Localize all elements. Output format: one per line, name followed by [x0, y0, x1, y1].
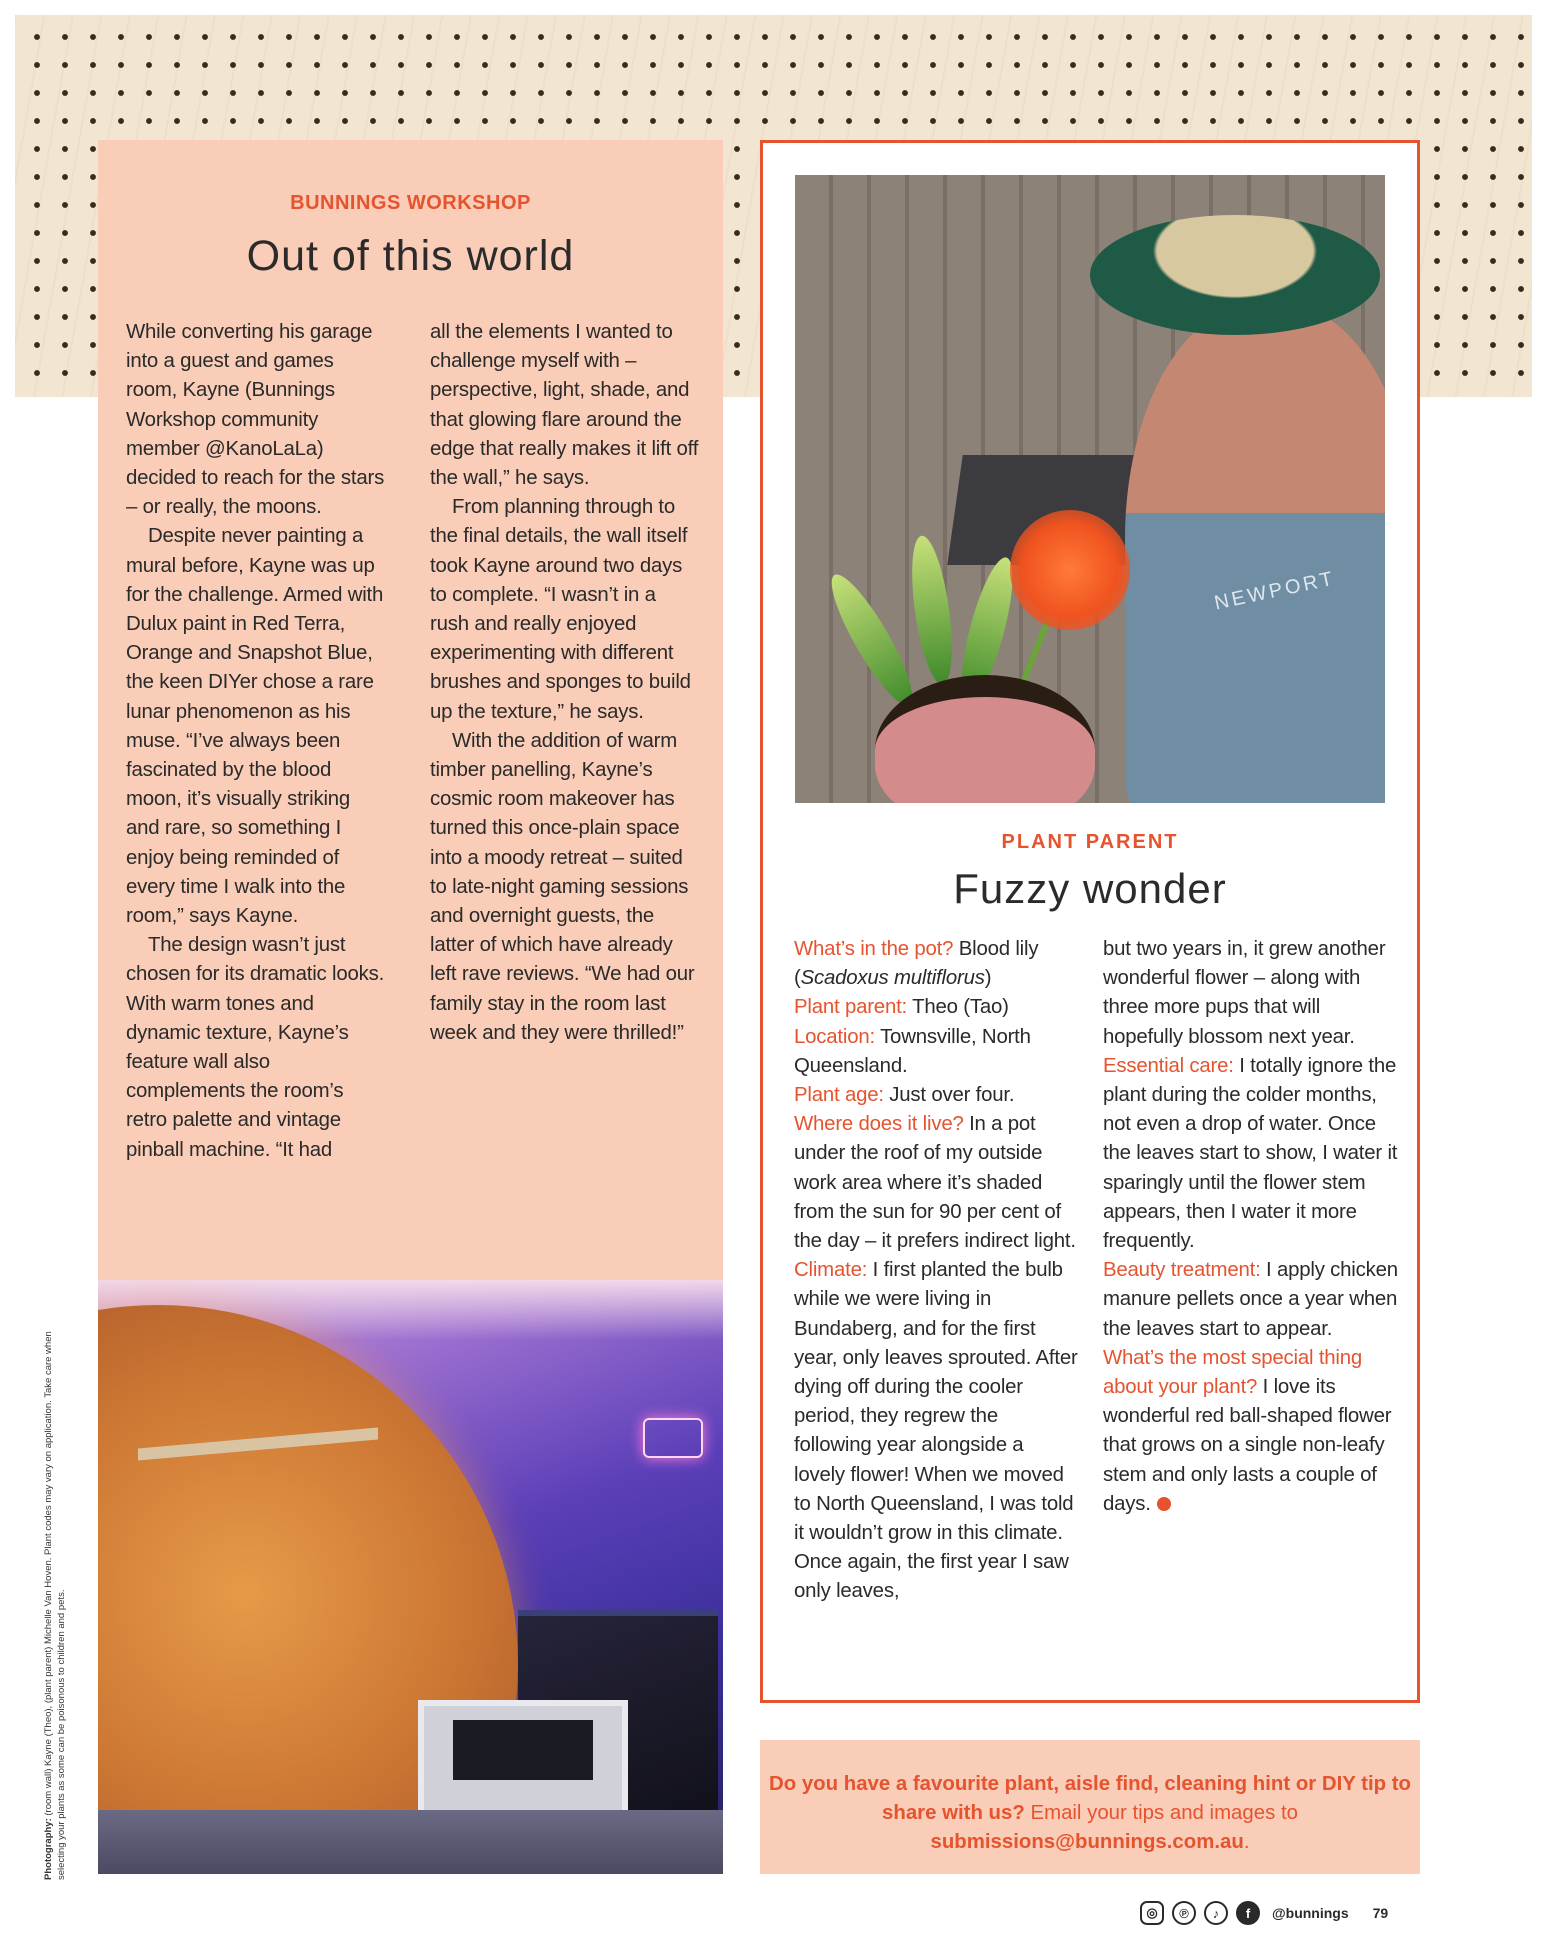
neon-sign [643, 1418, 703, 1458]
question-label: What’s the most special thing about your plant? [1103, 1346, 1363, 1399]
qa-beauty [1103, 1256, 1403, 1344]
workshop-article [98, 140, 723, 1280]
blood-lily-flower [1010, 510, 1130, 630]
workshop-paragraph: Despite never painting a mural before, Kayne was up for the challenge. Armed with Dulux paint in Red Terra, Orange and Snapshot Blue, the keen DIYer chose a rare lunar phenomenon as his muse. “I’ve always been fascinated by the blood moon, it’s visually striking and rare, so something I enjoy being reminded of every time I walk into the room,” says Kayne. [126, 525, 384, 928]
plant-parent-photo [795, 175, 1385, 803]
end-mark-icon [1157, 1497, 1171, 1511]
answer-text: Theo (Tao) [907, 996, 1009, 1019]
question-label: Where does it live? [794, 1113, 964, 1136]
answer-text: ) [984, 967, 992, 990]
workshop-paragraph: The design wasn’t just chosen for its dramatic looks. With warm tones and dynamic texture, Kayne’s feature wall also complements the room’s retro palette and vintage pinball machine. “It had [126, 934, 385, 1161]
floor [98, 1810, 723, 1874]
banner-text: Email your tips and images to [1024, 1802, 1298, 1824]
question-label: Location: [794, 1025, 875, 1048]
answer-text: I totally ignore the plant during the colder months, not even a drop of water. Once the leaves start to show, I water it sparingly until the flower stem appears, then I water it more frequently. [1103, 1054, 1398, 1253]
question-label: Climate: [794, 1259, 868, 1282]
workshop-column-1 [126, 318, 388, 1165]
workshop-kicker: BUNNINGS WORKSHOP [290, 192, 531, 214]
workshop-paragraph: From planning through to the final details, the wall itself took Kayne around two days to complete. “I wasn’t in a rush and really enjoyed experimenting with different brushes and sponges to build up the texture,” he says. [430, 496, 691, 723]
wide-brim-hat [1090, 215, 1380, 335]
workshop-column-2 [430, 318, 700, 1048]
qa-pot [794, 935, 1079, 993]
qa-parent [794, 993, 1079, 1022]
qa-live [794, 1110, 1079, 1256]
games-room-photo [98, 1280, 723, 1874]
workshop-title: Out of this world [246, 232, 575, 280]
plant-column-1 [794, 935, 1079, 1607]
question-label: Beauty treatment: [1103, 1259, 1261, 1282]
credit-text: (room wall) Kayne (Theo), (plant parent) Michelle Van Hoven. Plant codes may vary on application. Take care when selecting your plants as some can be poisonous to children and pets. [43, 1331, 67, 1880]
qa-age [794, 1081, 1079, 1110]
qa-special [1103, 1344, 1403, 1519]
photo-credit [42, 1320, 68, 1880]
botanical-name: Scadoxus multiflorus [800, 967, 985, 990]
answer-text: Townsville, North Queensland. [794, 1025, 1031, 1077]
answer-text: In a pot under the roof of my outside work area where it’s shaded from the sun for 90 per cent of the day – it prefers indirect light. [794, 1113, 1076, 1253]
banner-period: . [1243, 1831, 1250, 1853]
arcade-screen [453, 1720, 593, 1780]
question-label: Essential care: [1103, 1054, 1234, 1077]
qa-care [1103, 1052, 1403, 1256]
workshop-paragraph: all the elements I wanted to challenge myself with – perspective, light, shade, and that glowing flare around the edge that really makes it lift off the wall,” he says. [430, 321, 699, 490]
workshop-paragraph: While converting his garage into a guest and games room, Kayne (Bunnings Workshop community member @KanoLaLa) decided to reach for the stars – or really, the moons. [126, 321, 385, 519]
tiktok-icon[interactable]: ♪ [1204, 1901, 1228, 1925]
plant-parent-box [760, 140, 1420, 1703]
qa-climate [794, 1256, 1079, 1606]
page-footer [1140, 1898, 1430, 1928]
plant-kicker: PLANT PARENT [1001, 831, 1179, 853]
social-handle[interactable]: @bunnings [1272, 1905, 1349, 1921]
plant-leaf [820, 567, 924, 714]
facebook-icon[interactable]: f [1236, 1901, 1260, 1925]
answer-text: I love its wonderful red ball-shaped flower that grows on a single non-leafy stem and only lasts a couple of days. [1103, 1376, 1392, 1515]
answer-text: Just over four. [883, 1084, 1015, 1107]
plant-column-2 [1103, 935, 1403, 1519]
pinterest-icon[interactable]: ℗ [1172, 1901, 1196, 1925]
plant-title: Fuzzy wonder [953, 865, 1227, 912]
submissions-banner [760, 1740, 1420, 1874]
workshop-paragraph: With the addition of warm timber panelling, Kayne’s cosmic room makeover has turned this once-plain space into a moody retreat – suited to late-night gaming sessions and overnight guests, the latter of which have already left rave reviews. “We had our family stay in the room last week and they were thrilled!” [430, 729, 695, 1044]
answer-text: I first planted the bulb while we were living in Bundaberg, and for the first year, only leaves sprouted. After dying off during the cooler period, they regrew the following year alongside a lovely flower! When we moved to North Queensland, I was told it wouldn’t grow in this climate. Once again, the first year I saw only leaves, [794, 1259, 1078, 1603]
credit-label: Photography: [43, 1818, 54, 1880]
question-label: Plant parent: [794, 996, 908, 1019]
question-label: What’s in the pot? [794, 938, 954, 960]
question-label: Plant age: [794, 1084, 884, 1107]
banner-question: Do you have a favourite plant, aisle find, cleaning hint or DIY tip to share with us? [768, 1773, 1412, 1824]
plant-owner [1125, 305, 1385, 803]
submissions-email-link[interactable]: submissions@bunnings.com.au [930, 1831, 1244, 1853]
qa-location [794, 1023, 1079, 1081]
answer-text: Blood lily ( [794, 938, 1039, 990]
shirt-print: NEWPORT [1212, 567, 1338, 615]
answer-text: I apply chicken manure pellets once a year when the leaves start to appear. [1103, 1259, 1398, 1340]
climate-continued: but two years in, it grew another wonderful flower – along with three more pups that will hopefully blossom next year. [1103, 938, 1386, 1048]
page-number: 79 [1372, 1905, 1389, 1921]
instagram-icon[interactable]: ◎ [1140, 1901, 1164, 1925]
